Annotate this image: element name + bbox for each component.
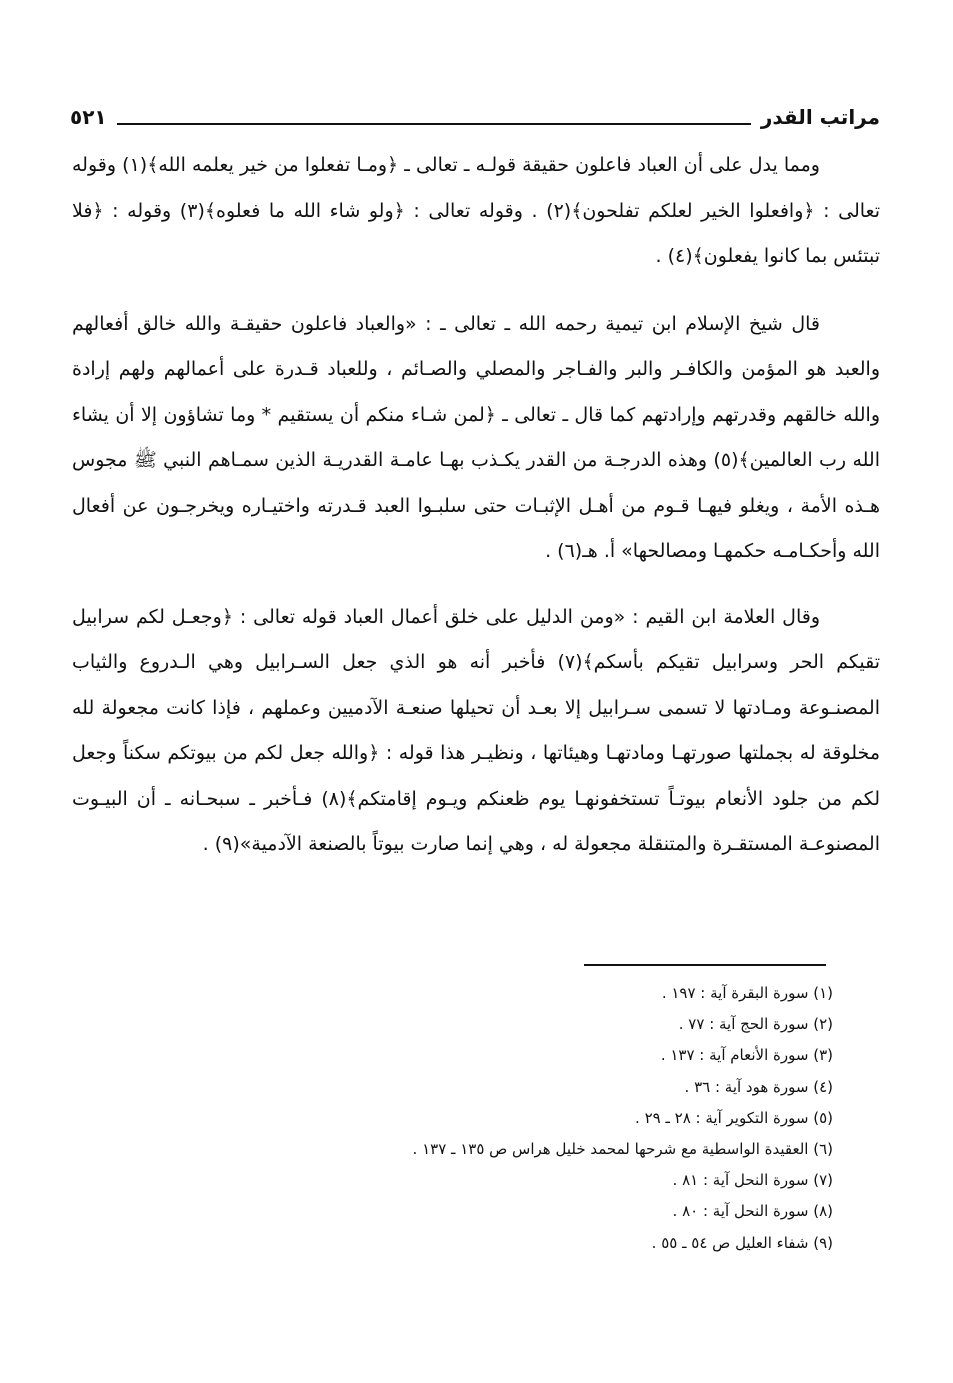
- footnote: (٩) شفاء العليل ص ٥٤ ـ ٥٥ .: [651, 1233, 833, 1252]
- main-text: [72, 143, 880, 890]
- header-divider: [117, 123, 751, 125]
- footnote: (٤) سورة هود آية : ٣٦ .: [684, 1077, 833, 1096]
- chapter-title: مراتب القدر: [760, 105, 880, 129]
- footnote: (٦) العقيدة الواسطية مع شرحها لمحمد خليل هراس ص ١٣٥ ـ ١٣٧ .: [412, 1140, 833, 1159]
- paragraph-evidence: ومما يدل على أن العباد فاعلون حقيقة قولـه ـ تعالى ـ ﴿ومـا تفعلوا من خير يعلمه الله﴾(١) وقوله تعالى : ﴿وافعلوا الخير لعلكم تفلحون﴾(٢) . وقوله تعالى : ﴿ولو شاء الله ما فعلوه﴾(٣) وقوله : ﴿فلا تبتئس بما كانوا يفعلون﴾(٤) .: [72, 154, 880, 267]
- footnote: (١) سورة البقرة آية : ١٩٧ .: [661, 984, 833, 1002]
- footnote: (٨) سورة النحل آية : ٨٠ .: [672, 1202, 833, 1221]
- footnote: (٥) سورة التكوير آية : ٢٨ ـ ٢٩ .: [635, 1108, 833, 1127]
- footnotes-list: [313, 978, 833, 1259]
- footnote-divider: [584, 964, 826, 966]
- footnote: (٢) سورة الحج آية : ٧٧ .: [678, 1015, 833, 1034]
- page-number: ٥٢١: [70, 105, 107, 129]
- paragraph-ibn-taymiyyah: قال شيخ الإسلام ابن تيمية رحمه الله ـ تعالى ـ : «والعباد فاعلون حقيقـة والله خالق أفعالهم والعبد هو المؤمن والكافـر والبر والفـاجر والمصلي والصـائم ، وللعباد قـدرة على أعمالهم ولهم إرادة والله خالقهم وقدرتهم وإرادتهم كما قال ـ تعالى ـ ﴿لمن شـاء منكم أن يستقيم * وما تشاؤون إلا أن يشاء الله رب العالمين﴾(٥) وهذه الدرجـة من القدر يكـذب بهـا عامـة القدريـة الذين سمـاهم النبي ﷺ مجوس هـذه الأمة ، ويغلو فيهـا قـوم من أهـل الإثبـات حتى سلبـوا العبد قـدرته واختيـاره ويخرجـون عن أفعال الله وأحكـامـه حكمهـا ومصالحها» أ. هـ(٦) .: [72, 312, 880, 562]
- paragraph-ibn-al-qayyim: وقال العلامة ابن القيم : «ومن الدليل على خلق أعمال العباد قوله تعالى : ﴿وجعـل لكم سرابيل تقيكم الحر وسرابيل تقيكم بأسكم﴾(٧) فأخبر أنه هو الذي جعل السـرابيل وهي الـدروع والثياب المصنـوعة ومـادتها لا تسمى سـرابيل إلا بعـد أن تحيلها صنعـة الآدميين وعملهم ، فإذا كانت مجعولة لله مخلوقة له بجملتها صورتهـا ومادتهـا وهيئاتها ، ونظيـر هذا قوله : ﴿والله جعل لكم من بيوتكم سكناً وجعل لكم من جلود الأنعام بيوتـاً تستخفونهـا يوم ظعنكم ويـوم إقامتكم﴾(٨) فـأخبر ـ سبحـانه ـ أن البيـوت المصنوعـة المستقـرة والمتنقلة مجعولة له ، وهي إنما صارت بيوتاً بالصنعة الآدمية»(٩) .: [72, 605, 880, 855]
- footnote: (٣) سورة الأنعام آية : ١٣٧ .: [660, 1046, 833, 1065]
- footnote: (٧) سورة النحل آية : ٨١ .: [672, 1171, 833, 1190]
- running-header: [70, 93, 880, 133]
